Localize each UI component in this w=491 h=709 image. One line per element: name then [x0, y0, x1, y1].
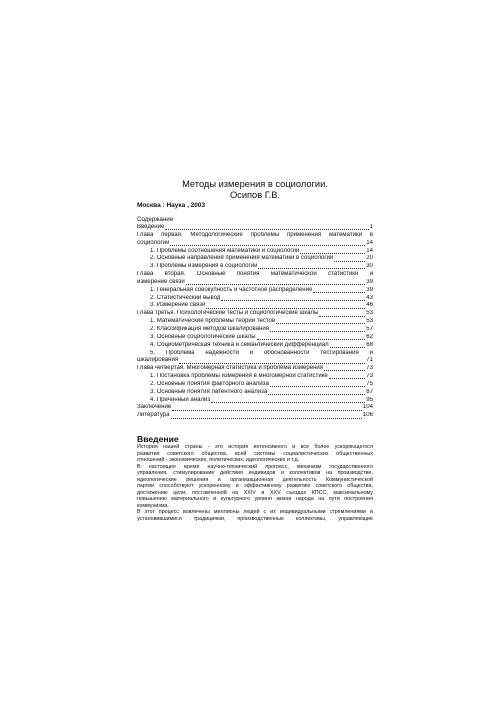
toc-entry	[137, 232, 373, 240]
toc-entry-page: 14	[366, 247, 373, 254]
body-line: В настоящее время научно-технический прогресс, механизм государственного	[137, 463, 373, 470]
toc-dot-leader	[270, 386, 365, 387]
body-line: партии способствуют ускоренному и эффективному развитию советского общества,	[137, 483, 373, 489]
toc-heading: Содержание	[137, 216, 174, 223]
table-of-contents	[137, 224, 373, 420]
toc-entry-page: 53	[366, 310, 373, 317]
toc-entry	[137, 302, 373, 310]
toc-entry	[137, 334, 373, 342]
toc-entry-label: 4. Причинный анализ	[150, 396, 211, 403]
toc-entry	[137, 397, 373, 405]
book-author: Осипов Г.В.	[229, 190, 281, 200]
toc-entry	[137, 271, 373, 279]
toc-entry-page: 95	[366, 396, 373, 403]
toc-dot-leader	[171, 418, 362, 419]
body-line: повышению материального и культурного уровня жизни народа на пути построения	[137, 496, 373, 502]
body-line: идеологические решения и организационная деятельность Коммунистической	[137, 476, 373, 483]
body-line: развития советского общества, всей системы социалистических общественных	[137, 450, 373, 457]
toc-entry	[137, 279, 373, 287]
toc-dot-leader	[206, 308, 365, 309]
toc-entry-label: 1. Математические проблемы теории тестов	[150, 318, 276, 325]
toc-entry-label: 4. Социометрическая техника и семантический дифференциал	[150, 341, 329, 348]
toc-dot-leader	[258, 268, 365, 269]
toc-entry	[137, 263, 373, 271]
toc-dot-leader	[330, 347, 366, 348]
body-text	[137, 444, 373, 522]
toc-entry-label: 2. Основные направления применения математики в социологии	[150, 255, 334, 262]
toc-entry-page: 62	[366, 333, 373, 340]
toc-entry-label: Глава третья. Психологические тесты и социологические шкалы	[137, 310, 319, 317]
toc-entry	[137, 404, 373, 412]
toc-dot-leader	[179, 363, 365, 364]
toc-dot-leader	[221, 300, 365, 301]
toc-entry-page: 71	[366, 357, 373, 364]
toc-entry-label: Заключение	[137, 404, 172, 411]
toc-entry-label: 1. Постановка проблемы измерения в многомерной статистике	[150, 373, 328, 380]
toc-entry	[137, 373, 373, 381]
toc-entry-page: 1	[369, 224, 373, 230]
toc-dot-leader	[276, 323, 365, 324]
toc-entry-page: 46	[366, 302, 373, 309]
toc-entry	[137, 412, 373, 420]
body-line: установившимися традициями, производственные коллективы, управляющие	[137, 515, 373, 522]
toc-entry-page: 73	[366, 365, 373, 372]
toc-dot-leader	[170, 245, 365, 246]
body-line: коммунизма.	[137, 502, 169, 509]
toc-entry	[137, 224, 373, 232]
body-line: История нашей страны - это история интенсивного и все более ускоряющегося	[137, 444, 373, 450]
toc-dot-leader	[313, 292, 365, 293]
toc-dot-leader	[211, 402, 365, 403]
toc-entry-page: 106	[362, 412, 373, 419]
toc-entry	[137, 389, 373, 397]
toc-dot-leader	[329, 378, 365, 379]
toc-entry-label: 3. Основные социологические шкалы	[150, 333, 256, 340]
toc-entry-label: Введение	[137, 224, 165, 230]
toc-entry-page: 57	[366, 325, 373, 332]
toc-dot-leader	[300, 253, 365, 254]
toc-entry-label: 3. Проблемы измерения в социологии	[150, 263, 258, 270]
toc-entry-page: 68	[366, 341, 373, 348]
toc-entry-page: 104	[362, 404, 373, 411]
body-line: В этот процесс вовлечены миллионы людей с их индивидуальными стремлениями и	[137, 509, 373, 515]
toc-entry-label: 3. Основные понятия латентного анализа	[150, 388, 268, 395]
toc-entry-label: 3. Измерение связи	[150, 302, 206, 309]
toc-entry	[137, 365, 373, 373]
toc-entry	[137, 240, 373, 248]
toc-entry-page: 43	[366, 294, 373, 301]
toc-dot-leader	[165, 229, 368, 230]
toc-entry-label: 1. Генеральная совокупность и частотное распределение	[150, 286, 313, 293]
book-title: Методы измерения в социологии.	[182, 179, 328, 189]
toc-entry	[137, 255, 373, 263]
toc-entry-label: 2. Статистический вывод	[150, 294, 221, 301]
toc-entry-page: 14	[366, 239, 373, 246]
toc-entry	[137, 357, 373, 365]
toc-entry-label: социологии	[137, 239, 170, 246]
toc-entry-page: 30	[366, 263, 373, 270]
toc-dot-leader	[270, 331, 365, 332]
toc-dot-leader	[268, 394, 365, 395]
toc-dot-leader	[324, 370, 365, 371]
toc-entry-page: 53	[366, 318, 373, 325]
toc-entry	[137, 287, 373, 295]
toc-entry-label: 2. Классификация методов шкалирования	[150, 325, 270, 332]
toc-entry-page: 75	[366, 380, 373, 387]
toc-entry-label: Глава первая. Методологические проблемы применения математики в	[137, 231, 373, 238]
toc-entry	[137, 350, 373, 358]
publisher-line: Москва : Наука , 2003	[137, 202, 206, 209]
toc-dot-leader	[334, 261, 365, 262]
toc-entry-label: шкалирования	[137, 357, 179, 364]
toc-entry-label: Литература	[137, 412, 170, 419]
toc-entry-label: 5. Проблема надежности и обоснованности тестирования и	[150, 349, 373, 356]
section-title: Введение	[137, 434, 179, 444]
toc-entry	[137, 295, 373, 303]
toc-entry	[137, 342, 373, 350]
toc-entry-page: 87	[366, 388, 373, 395]
toc-entry	[137, 381, 373, 389]
toc-entry	[137, 326, 373, 334]
toc-dot-leader	[257, 339, 366, 340]
toc-entry-label: 2. Основные понятия факторного анализа	[150, 380, 269, 387]
toc-entry-page: 20	[366, 255, 373, 262]
toc-entry-label: Глава четвертая. Многомерная статистика и проблема измерения	[137, 365, 324, 372]
toc-dot-leader	[319, 316, 365, 317]
toc-entry-label: 1. Проблемы соотношения математики и социологии	[150, 247, 300, 254]
toc-entry-page: 73	[366, 373, 373, 380]
toc-entry-page: 39	[366, 278, 373, 285]
body-line: управления, стимулирование действия индивидов и коллективов на производстве,	[137, 470, 373, 476]
toc-entry-label: измерение связи	[137, 278, 185, 285]
body-line: достижению цели, поставленной на XXIV и XXV съездах КПСС, максимальному	[137, 489, 373, 496]
toc-entry-label: Глава вторая. Основные понятия математической статистики и	[137, 271, 373, 278]
toc-dot-leader	[186, 284, 366, 285]
toc-entry	[137, 310, 373, 318]
body-line: отношений - экономических, политических, идеологических и т.д.	[137, 457, 300, 463]
toc-entry	[137, 248, 373, 256]
toc-dot-leader	[172, 410, 362, 411]
toc-entry-page: 39	[366, 286, 373, 293]
toc-entry	[137, 318, 373, 326]
